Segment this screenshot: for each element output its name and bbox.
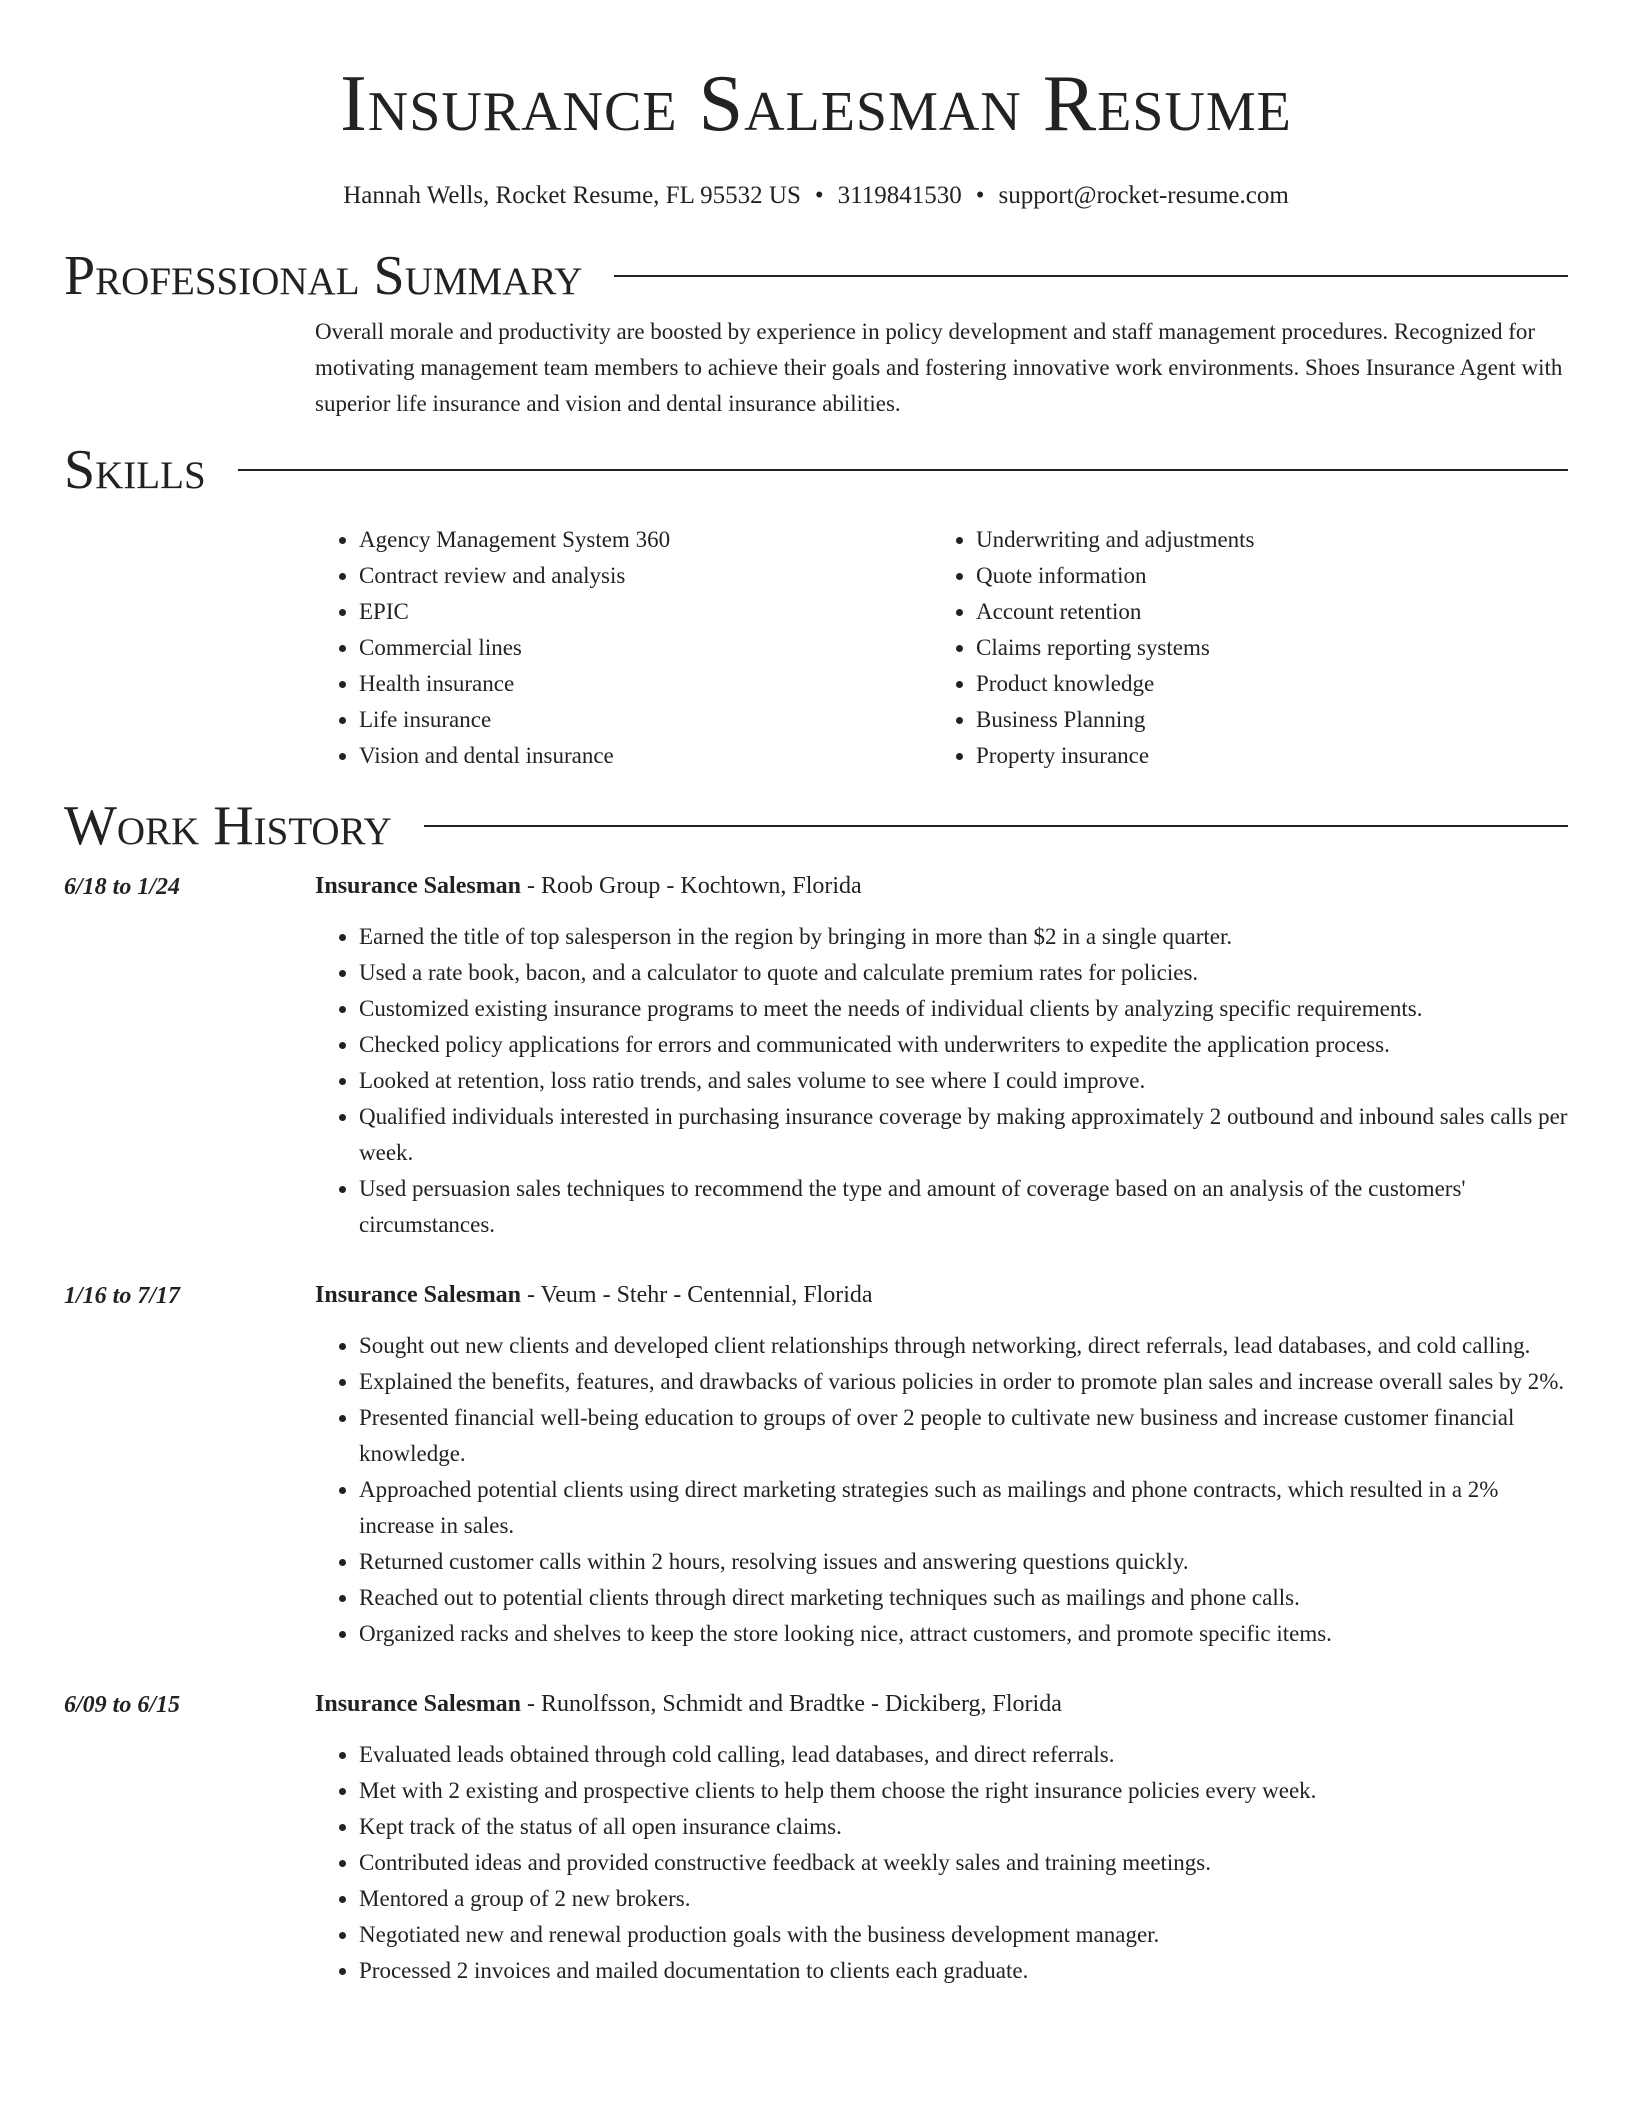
resume-page [64,0,1568,1989]
skills-heading: Skills [64,439,206,501]
work-section-header [64,788,1568,864]
skill-item: • Business Planning [976,702,1568,738]
summary-section-header [64,238,1568,314]
job-dates: 1/16 to 7/17 [64,1283,181,1309]
job-body [315,1277,1568,1652]
section-divider [614,275,1568,277]
job-duty: • Processed 2 invoices and mailed documentation to clients each graduate. [359,1953,1568,1989]
skills-list-right [932,522,1568,774]
job-duty: • Checked policy applications for errors and communicated with underwriters to expedite the application process. [359,1027,1568,1063]
contact-phone: 3119841530 [837,182,962,209]
work-heading: Work History [64,795,392,857]
summary-body [315,314,1568,422]
job-duties [315,1737,1568,1989]
job-dates: 6/18 to 1/24 [64,874,181,900]
job-entry [64,1277,1568,1652]
job-duty: • Organized racks and shelves to keep the store looking nice, attract customers, and promote specific items. [359,1616,1568,1652]
skill-item: • Health insurance [359,666,932,702]
summary-text: Overall morale and productivity are boosted by experience in policy development and staff management procedures. Recognized for motivating management team members to achieve their goals and fostering innovative work environments. Shoes Insurance Agent with superior life insurance and vision and dental insurance abilities. [315,319,1563,416]
section-divider [424,825,1568,827]
job-duties [315,919,1568,1243]
skill-item: • Quote information [976,558,1568,594]
job-role: Insurance Salesman [315,873,522,899]
skill-item: • EPIC [359,594,932,630]
job-title-line [315,868,1568,904]
job-duty: • Looked at retention, loss ratio trends, and sales volume to see where I could improve. [359,1063,1568,1099]
contact-email: support@rocket-resume.com [998,182,1289,209]
job-duty: • Met with 2 existing and prospective clients to help them choose the right insurance policies every week. [359,1773,1568,1809]
skill-item: • Agency Management System 360 [359,522,932,558]
job-dates: 6/09 to 6/15 [64,1692,181,1718]
job-duty: • Mentored a group of 2 new brokers. [359,1881,1568,1917]
job-company: Runolfsson, Schmidt and Bradtke - Dickiberg, Florida [541,1691,1062,1717]
job-company-separator: - [521,1282,541,1308]
skill-item: • Commercial lines [359,630,932,666]
job-company: Veum - Stehr - Centennial, Florida [540,1282,873,1308]
job-body [315,1686,1568,1989]
job-duty: • Explained the benefits, features, and drawbacks of various policies in order to promote plan sales and increase overall sales by 2%. [359,1364,1568,1400]
job-duty: • Returned customer calls within 2 hours, resolving issues and answering questions quickly. [359,1544,1568,1580]
job-duty: • Reached out to potential clients through direct marketing techniques such as mailings and phone calls. [359,1580,1568,1616]
job-duty: • Sought out new clients and developed client relationships through networking, direct referrals, lead databases, and cold calling. [359,1328,1568,1364]
skills-section-header [64,432,1568,508]
job-duty: • Customized existing insurance programs to meet the needs of individual clients by analyzing specific requirements. [359,991,1568,1027]
job-duty: • Kept track of the status of all open insurance claims. [359,1809,1568,1845]
skill-item: • Vision and dental insurance [359,738,932,774]
job-duty: • Contributed ideas and provided constructive feedback at weekly sales and training meetings. [359,1845,1568,1881]
contact-separator: • [975,182,985,209]
job-duty: • Used persuasion sales techniques to recommend the type and amount of coverage based on an analysis of the customers' circumstances. [359,1171,1568,1243]
job-title-line [315,1277,1568,1313]
skill-item: • Underwriting and adjustments [976,522,1568,558]
job-company-separator: - [521,1691,542,1717]
job-duty: • Approached potential clients using direct marketing strategies such as mailings and phone contracts, which resulted in a 2% increase in sales. [359,1472,1568,1544]
job-duty: • Negotiated new and renewal production goals with the business development manager. [359,1917,1568,1953]
job-duty: • Evaluated leads obtained through cold calling, lead databases, and direct referrals. [359,1737,1568,1773]
job-duty: • Qualified individuals interested in purchasing insurance coverage by making approximately 2 outbound and inbound sales calls per week. [359,1099,1568,1171]
job-duty: • Used a rate book, bacon, and a calculator to quote and calculate premium rates for policies. [359,955,1568,991]
job-role: Insurance Salesman [315,1282,522,1308]
contact-address: Hannah Wells, Rocket Resume, FL 95532 US [343,182,801,209]
job-role: Insurance Salesman [315,1691,522,1717]
job-company-separator: - [521,873,542,899]
contact-separator: • [814,182,824,209]
skill-item: • Contract review and analysis [359,558,932,594]
job-title-line [315,1686,1568,1722]
skill-item: • Product knowledge [976,666,1568,702]
skill-item: • Life insurance [359,702,932,738]
section-divider [238,469,1568,471]
contact-line [64,180,1568,212]
job-entry [64,868,1568,1243]
job-duties [315,1328,1568,1652]
skills-grid [315,522,1568,774]
job-duty: • Earned the title of top salesperson in the region by bringing in more than $2 in a single quarter. [359,919,1568,955]
job-body [315,868,1568,1243]
job-company: Roob Group - Kochtown, Florida [541,873,862,899]
resume-title: Insurance Salesman Resume [340,60,1292,148]
skills-list-left [315,522,932,774]
skill-item: • Claims reporting systems [976,630,1568,666]
summary-heading: Professional Summary [64,245,583,307]
job-entry [64,1686,1568,1989]
skill-item: • Account retention [976,594,1568,630]
skill-item: • Property insurance [976,738,1568,774]
job-duty: • Presented financial well-being education to groups of over 2 people to cultivate new business and increase customer financial knowledge. [359,1400,1568,1472]
